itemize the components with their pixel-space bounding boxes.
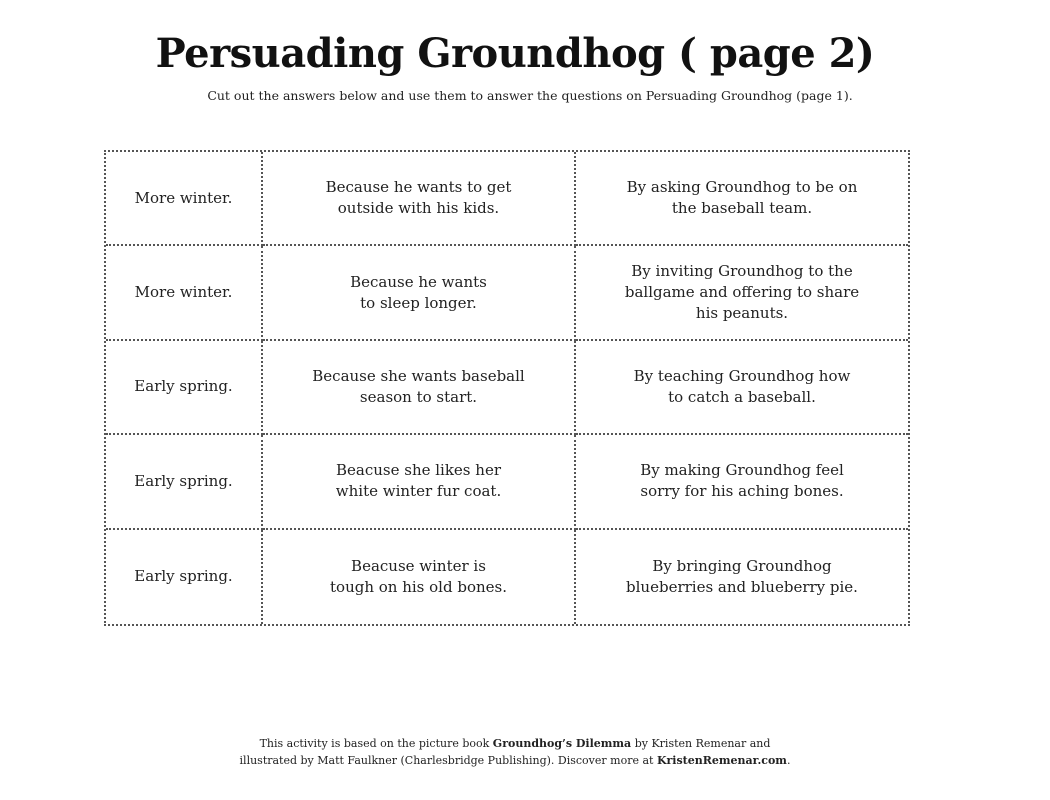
card-reason: Because he wants to get outside with his kids.: [263, 152, 576, 246]
card-reason: Because she wants baseball season to start.: [263, 341, 576, 435]
credits-text: .: [786, 754, 791, 767]
credits-text: by Kristen Remenar and: [631, 737, 771, 750]
website-link[interactable]: KristenRemenar.com: [656, 754, 787, 767]
card-method: By teaching Groundhog how to catch a baseball.: [576, 341, 908, 435]
card-method: By making Groundhog feel sorry for his aching bones.: [576, 435, 908, 529]
card-reason: Beacuse winter is tough on his old bones.: [263, 530, 576, 624]
instructions: Cut out the answers below and use them to answer the questions on Persuading Groundhog (page 1).: [207, 88, 853, 103]
credits-line-2: [0, 752, 1030, 769]
credits-footer: [0, 735, 1030, 769]
page-title: Persuading Groundhog ( page 2): [155, 30, 875, 77]
credits-text: This activity is based on the picture book: [259, 737, 493, 750]
card-answer: Early spring.: [106, 530, 263, 624]
credits-text: illustrated by Matt Faulkner (Charlesbridge Publishing). Discover more at: [239, 754, 657, 767]
credits-line-1: [0, 735, 1030, 752]
book-title: Groundhog’s Dilemma: [492, 737, 632, 750]
card-method: By inviting Groundhog to the ballgame and offering to share his peanuts.: [576, 246, 908, 340]
card-method: By bringing Groundhog blueberries and blueberry pie.: [626, 556, 858, 596]
card-answer: More winter.: [106, 246, 263, 340]
card-reason: Beacuse she likes her white winter fur coat.: [263, 435, 576, 529]
card-answer: More winter.: [106, 152, 263, 246]
card-method: By asking Groundhog to be on the baseball team.: [576, 152, 908, 246]
card-answer: Early spring.: [106, 341, 263, 435]
card-reason: Because he wants to sleep longer.: [263, 246, 576, 340]
cutout-grid: [104, 150, 910, 626]
card-answer: Early spring.: [106, 435, 263, 529]
